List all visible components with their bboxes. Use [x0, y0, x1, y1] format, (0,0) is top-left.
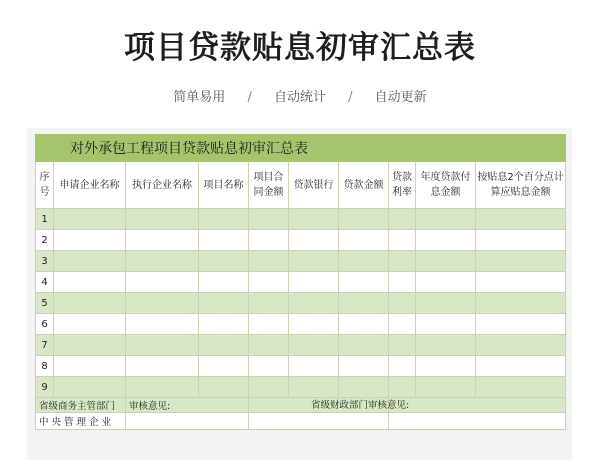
table-row: [36, 356, 566, 377]
table-cell[interactable]: [126, 377, 199, 398]
table-cell[interactable]: [289, 356, 339, 377]
row-number-cell[interactable]: 9: [36, 377, 54, 398]
table-cell[interactable]: [389, 335, 416, 356]
footer-dept-label: 省级商务主管部门: [36, 398, 126, 413]
table-row: [36, 377, 566, 398]
table-cell[interactable]: [339, 314, 389, 335]
table-cell[interactable]: [54, 272, 126, 293]
table-cell[interactable]: [416, 377, 476, 398]
footer-blank[interactable]: [389, 413, 566, 430]
table-cell[interactable]: [126, 335, 199, 356]
col-bank-header: 贷款银行: [289, 162, 339, 209]
table-cell[interactable]: [476, 314, 566, 335]
table-cell[interactable]: [339, 356, 389, 377]
table-cell[interactable]: [54, 209, 126, 230]
feature-tagline: [0, 86, 600, 105]
table-cell[interactable]: [249, 335, 289, 356]
page-title: 项目贷款贴息初审汇总表: [124, 30, 476, 66]
table-cell[interactable]: [339, 377, 389, 398]
table-cell[interactable]: [249, 209, 289, 230]
col-loan-amount-header: 贷款金额: [339, 162, 389, 209]
table-cell[interactable]: [389, 251, 416, 272]
table-cell[interactable]: [416, 335, 476, 356]
table-cell[interactable]: [339, 251, 389, 272]
table-cell[interactable]: [476, 230, 566, 251]
table-cell[interactable]: [339, 335, 389, 356]
table-cell[interactable]: [126, 272, 199, 293]
table-cell[interactable]: [476, 335, 566, 356]
table-cell[interactable]: [199, 251, 249, 272]
footer-right-opinion-cell: [311, 398, 566, 413]
table-cell[interactable]: [476, 251, 566, 272]
table-cell[interactable]: [339, 293, 389, 314]
tag-separator: /: [247, 90, 252, 105]
col-contract-amount-header: 项目合同金额: [249, 162, 289, 209]
tag-auto-stat: 自动统计: [273, 90, 326, 105]
table-cell[interactable]: [249, 293, 289, 314]
table-cell[interactable]: [476, 209, 566, 230]
col-rate-header: 贷款利率: [389, 162, 416, 209]
table-cell[interactable]: [54, 377, 126, 398]
table-cell[interactable]: [199, 356, 249, 377]
table-cell[interactable]: [389, 272, 416, 293]
table-cell[interactable]: [289, 314, 339, 335]
table-cell[interactable]: [389, 209, 416, 230]
footer-row: [36, 398, 566, 413]
table-cell[interactable]: [476, 272, 566, 293]
table-cell[interactable]: [54, 356, 126, 377]
table-cell[interactable]: [289, 293, 339, 314]
row-number-cell[interactable]: 2: [36, 230, 54, 251]
table-row: [36, 272, 566, 293]
column-header-row: [36, 162, 566, 209]
sheet-title: 对外承包工程项目贷款贴息初审汇总表: [36, 135, 566, 162]
row-number-cell[interactable]: 1: [36, 209, 54, 230]
table-cell[interactable]: [126, 293, 199, 314]
row-number-cell[interactable]: 8: [36, 356, 54, 377]
table-cell[interactable]: [199, 335, 249, 356]
table-cell[interactable]: [249, 314, 289, 335]
col-subsidy-header: 按贴息2个百分点计算应贴息金额: [476, 162, 566, 209]
table-cell[interactable]: [416, 314, 476, 335]
table-row: [36, 209, 566, 230]
table-cell[interactable]: [199, 293, 249, 314]
table-cell[interactable]: [54, 293, 126, 314]
table-cell[interactable]: [416, 293, 476, 314]
spreadsheet-preview: [27, 128, 572, 460]
table-cell[interactable]: [289, 377, 339, 398]
table-cell[interactable]: [126, 209, 199, 230]
table-row: [36, 251, 566, 272]
table-cell[interactable]: [249, 356, 289, 377]
table-cell[interactable]: [416, 356, 476, 377]
col-seq-header: 序号: [36, 162, 54, 209]
table-cell[interactable]: [416, 251, 476, 272]
table-cell[interactable]: [389, 230, 416, 251]
table-cell[interactable]: [126, 356, 199, 377]
table-row: [36, 230, 566, 251]
table-cell[interactable]: [289, 251, 339, 272]
table-row: [36, 335, 566, 356]
table-cell[interactable]: [389, 356, 416, 377]
table-row: [36, 293, 566, 314]
table-cell[interactable]: [476, 293, 566, 314]
row-number-cell[interactable]: 3: [36, 251, 54, 272]
col-applicant-header: 申请企业名称: [54, 162, 126, 209]
table-cell[interactable]: [389, 377, 416, 398]
table-cell[interactable]: [199, 230, 249, 251]
tag-auto-update: 自动更新: [374, 90, 427, 105]
table-cell[interactable]: [249, 230, 289, 251]
table-cell[interactable]: [289, 209, 339, 230]
row-number-cell[interactable]: 5: [36, 293, 54, 314]
table-cell[interactable]: [289, 335, 339, 356]
table-cell[interactable]: [126, 230, 199, 251]
table-cell[interactable]: [54, 314, 126, 335]
table-cell[interactable]: [199, 272, 249, 293]
table-cell[interactable]: [126, 314, 199, 335]
tag-easy: 简单易用: [173, 90, 226, 105]
table-cell[interactable]: [289, 230, 339, 251]
table-cell[interactable]: [54, 230, 126, 251]
col-project-header: 项目名称: [199, 162, 249, 209]
tag-separator: /: [348, 90, 353, 105]
footer-blank[interactable]: [126, 413, 249, 430]
table-cell[interactable]: [339, 230, 389, 251]
summary-table: [35, 134, 566, 430]
footer-blank[interactable]: [249, 413, 389, 430]
footer-next-label: 中 央 管 理 企 业: [36, 413, 126, 430]
table-cell[interactable]: [416, 272, 476, 293]
table-cell[interactable]: [249, 272, 289, 293]
table-cell[interactable]: [389, 293, 416, 314]
table-cell[interactable]: [249, 251, 289, 272]
table-cell[interactable]: [389, 314, 416, 335]
table-cell[interactable]: [54, 251, 126, 272]
col-executor-header: 执行企业名称: [126, 162, 199, 209]
table-cell[interactable]: [54, 335, 126, 356]
table-cell[interactable]: [126, 251, 199, 272]
row-number-cell[interactable]: 6: [36, 314, 54, 335]
footer-left-opinion: 审核意见:: [126, 398, 249, 413]
table-cell[interactable]: [416, 209, 476, 230]
row-number-cell[interactable]: 7: [36, 335, 54, 356]
footer-row: [36, 413, 566, 430]
table-cell[interactable]: [199, 377, 249, 398]
footer-right-opinion: 省级财政部门审核意见:: [311, 400, 410, 411]
table-cell[interactable]: [249, 377, 289, 398]
table-cell[interactable]: [289, 272, 339, 293]
table-row: [36, 314, 566, 335]
table-cell[interactable]: [476, 377, 566, 398]
col-annual-interest-header: 年度贷款付息金额: [416, 162, 476, 209]
row-number-cell[interactable]: 4: [36, 272, 54, 293]
table-cell[interactable]: [416, 230, 476, 251]
table-cell[interactable]: [339, 272, 389, 293]
table-cell[interactable]: [476, 356, 566, 377]
table-cell[interactable]: [199, 209, 249, 230]
table-cell[interactable]: [339, 209, 389, 230]
table-cell[interactable]: [199, 314, 249, 335]
